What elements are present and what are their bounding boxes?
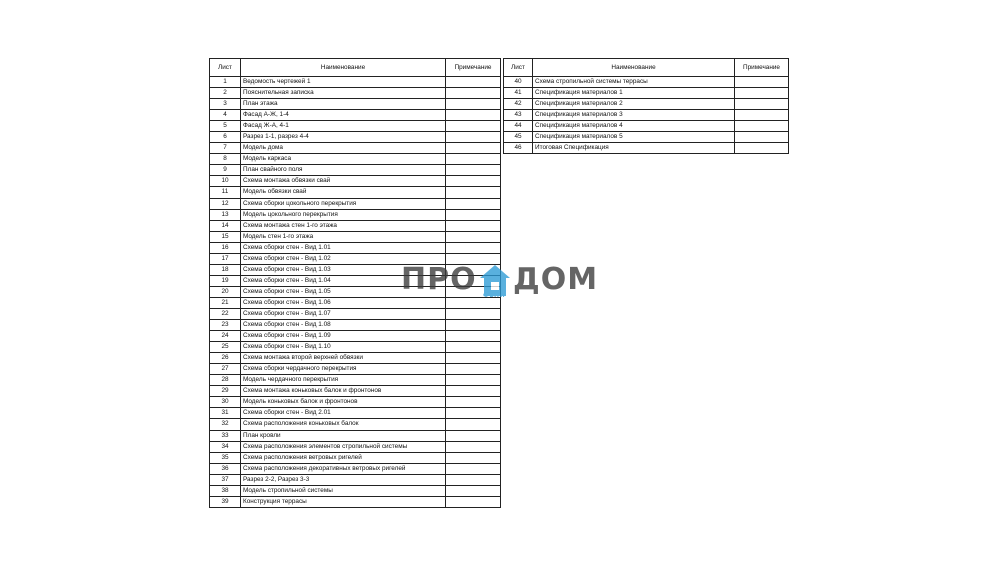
sheet-name-cell: Схема сборки стен - Вид 1.01 — [241, 242, 446, 253]
sheet-note-cell — [735, 110, 789, 121]
sheet-number-cell: 40 — [504, 77, 533, 88]
sheet-name-cell: Модель стропильной системы — [241, 485, 446, 496]
sheet-note-cell — [735, 77, 789, 88]
sheet-note-cell — [446, 308, 501, 319]
table-row — [210, 386, 501, 397]
sheet-name-cell: Конструкция террасы — [241, 496, 446, 507]
table-row — [210, 88, 501, 99]
sheet-note-cell — [446, 176, 501, 187]
sheet-note-cell — [446, 165, 501, 176]
header-sheet: Лист — [504, 59, 533, 77]
sheet-note-cell — [735, 143, 789, 154]
table-row — [210, 430, 501, 441]
sheet-note-cell — [446, 187, 501, 198]
header-sheet: Лист — [210, 59, 241, 77]
sheet-name-cell: Модель дома — [241, 143, 446, 154]
sheet-note-cell — [446, 397, 501, 408]
table-row — [210, 463, 501, 474]
sheet-name-cell: Модель цокольного перекрытия — [241, 209, 446, 220]
header-name: Наименование — [533, 59, 735, 77]
sheet-name-cell: Модель обвязки свай — [241, 187, 446, 198]
table-row — [504, 99, 789, 110]
watermark-text-left: ПРО — [401, 262, 477, 297]
table-row — [210, 242, 501, 253]
sheet-name-cell: Схема монтажа обвязки свай — [241, 176, 446, 187]
table-row — [504, 143, 789, 154]
sheet-note-cell — [446, 331, 501, 342]
sheet-name-cell: Схема сборки стен - Вид 1.05 — [241, 286, 446, 297]
sheet-note-cell — [446, 452, 501, 463]
sheet-note-cell — [735, 99, 789, 110]
table-row — [504, 88, 789, 99]
table-row — [210, 132, 501, 143]
sheet-note-cell — [446, 485, 501, 496]
watermark-text-right: ДОМ — [513, 262, 599, 297]
sheet-number-cell: 41 — [504, 88, 533, 99]
sheet-number-cell: 25 — [210, 342, 241, 353]
sheet-name-cell: Схема сборки стен - Вид 1.07 — [241, 308, 446, 319]
sheet-number-cell: 17 — [210, 253, 241, 264]
sheet-number-cell: 46 — [504, 143, 533, 154]
sheet-name-cell: Спецификация материалов 3 — [533, 110, 735, 121]
sheet-name-cell: Итоговая Спецификация — [533, 143, 735, 154]
table-header-row — [210, 59, 501, 77]
table-row — [210, 331, 501, 342]
table-row — [210, 419, 501, 430]
sheet-name-cell: Схема сборки стен - Вид 1.04 — [241, 275, 446, 286]
table-row — [504, 132, 789, 143]
sheet-number-cell: 8 — [210, 154, 241, 165]
table-header-row — [504, 59, 789, 77]
sheet-name-cell: Схема сборки стен - Вид 1.08 — [241, 320, 446, 331]
sheet-number-cell: 36 — [210, 463, 241, 474]
sheet-name-cell: Разрез 2-2, Разрез 3-3 — [241, 474, 446, 485]
sheet-number-cell: 6 — [210, 132, 241, 143]
sheet-number-cell: 34 — [210, 441, 241, 452]
sheet-name-cell: Пояснительная записка — [241, 88, 446, 99]
sheet-number-cell: 43 — [504, 110, 533, 121]
sheet-note-cell — [446, 342, 501, 353]
sheet-number-cell: 35 — [210, 452, 241, 463]
sheet-note-cell — [735, 121, 789, 132]
sheet-number-cell: 20 — [210, 286, 241, 297]
sheet-name-cell: Схема сборки стен - Вид 2.01 — [241, 408, 446, 419]
sheet-note-cell — [735, 132, 789, 143]
watermark-logo — [400, 262, 600, 302]
table-row — [210, 375, 501, 386]
sheet-name-cell: План свайного поля — [241, 165, 446, 176]
sheet-note-cell — [446, 77, 501, 88]
table-row — [210, 220, 501, 231]
sheet-number-cell: 12 — [210, 198, 241, 209]
sheet-number-cell: 19 — [210, 275, 241, 286]
sheet-name-cell: Схема расположения декоративных ветровых ригелей — [241, 463, 446, 474]
sheet-number-cell: 30 — [210, 397, 241, 408]
sheet-name-cell: Разрез 1-1, разрез 4-4 — [241, 132, 446, 143]
sheet-number-cell: 29 — [210, 386, 241, 397]
sheet-note-cell — [446, 132, 501, 143]
sheet-name-cell: Схема сборки стен - Вид 1.09 — [241, 331, 446, 342]
sheet-number-cell: 16 — [210, 242, 241, 253]
table-row — [210, 353, 501, 364]
sheet-number-cell: 27 — [210, 364, 241, 375]
sheet-number-cell: 39 — [210, 496, 241, 507]
table-row — [210, 121, 501, 132]
sheet-number-cell: 15 — [210, 231, 241, 242]
sheet-note-cell — [446, 242, 501, 253]
table-row — [210, 77, 501, 88]
sheet-note-cell — [446, 209, 501, 220]
table-row — [210, 187, 501, 198]
sheet-note-cell — [446, 99, 501, 110]
sheet-note-cell — [446, 110, 501, 121]
sheet-name-cell: Схема расположения элементов стропильной системы — [241, 441, 446, 452]
sheet-note-cell — [446, 320, 501, 331]
sheet-number-cell: 22 — [210, 308, 241, 319]
sheet-number-cell: 9 — [210, 165, 241, 176]
sheet-note-cell — [446, 474, 501, 485]
sheet-number-cell: 14 — [210, 220, 241, 231]
table-row — [210, 176, 501, 187]
sheet-number-cell: 38 — [210, 485, 241, 496]
sheet-number-cell: 5 — [210, 121, 241, 132]
table-row — [210, 474, 501, 485]
header-note: Примечание — [735, 59, 789, 77]
table-row — [210, 397, 501, 408]
table-row — [210, 165, 501, 176]
sheet-number-cell: 42 — [504, 99, 533, 110]
sheet-name-cell: Спецификация материалов 4 — [533, 121, 735, 132]
sheet-name-cell: Фасад А-Ж, 1-4 — [241, 110, 446, 121]
table-row — [210, 99, 501, 110]
table-row — [210, 308, 501, 319]
sheet-name-cell: Схема расположения коньковых балок — [241, 419, 446, 430]
sheet-note-cell — [446, 353, 501, 364]
sheet-name-cell: Спецификация материалов 5 — [533, 132, 735, 143]
sheet-name-cell: Схема сборки стен - Вид 1.06 — [241, 297, 446, 308]
sheet-name-cell: Схема сборки чердачного перекрытия — [241, 364, 446, 375]
sheet-number-cell: 1 — [210, 77, 241, 88]
header-note: Примечание — [446, 59, 501, 77]
table-row — [210, 231, 501, 242]
table-row — [210, 452, 501, 463]
sheet-number-cell: 21 — [210, 297, 241, 308]
sheet-note-cell — [446, 430, 501, 441]
sheet-name-cell: Схема сборки цокольного перекрытия — [241, 198, 446, 209]
sheet-name-cell: Схема монтажа второй верхней обвязки — [241, 353, 446, 364]
sheet-name-cell: Спецификация материалов 1 — [533, 88, 735, 99]
table-row — [210, 209, 501, 220]
sheet-number-cell: 18 — [210, 264, 241, 275]
sheet-note-cell — [446, 441, 501, 452]
table-row — [210, 408, 501, 419]
sheet-number-cell: 31 — [210, 408, 241, 419]
sheet-note-cell — [446, 220, 501, 231]
sheet-name-cell: Ведомость чертежей 1 — [241, 77, 446, 88]
sheet-note-cell — [446, 463, 501, 474]
sheet-number-cell: 23 — [210, 320, 241, 331]
sheet-number-cell: 26 — [210, 353, 241, 364]
sheet-name-cell: Схема расположения ветровых ригелей — [241, 452, 446, 463]
sheet-note-cell — [446, 154, 501, 165]
table-row — [210, 154, 501, 165]
sheet-number-cell: 7 — [210, 143, 241, 154]
sheet-note-cell — [446, 231, 501, 242]
table-row — [210, 342, 501, 353]
sheet-note-cell — [446, 419, 501, 430]
sheet-name-cell: Спецификация материалов 2 — [533, 99, 735, 110]
drawings-list-table-right — [503, 58, 789, 154]
sheet-name-cell: Схема сборки стен - Вид 1.03 — [241, 264, 446, 275]
sheet-number-cell: 24 — [210, 331, 241, 342]
header-name: Наименование — [241, 59, 446, 77]
table-row — [504, 77, 789, 88]
sheet-note-cell — [446, 198, 501, 209]
table-row — [210, 143, 501, 154]
sheet-note-cell — [446, 386, 501, 397]
sheet-note-cell — [446, 121, 501, 132]
table-row — [504, 110, 789, 121]
table-body-right — [504, 77, 789, 154]
sheet-note-cell — [446, 408, 501, 419]
sheet-number-cell: 2 — [210, 88, 241, 99]
sheet-name-cell: Схема монтажа стен 1-го этажа — [241, 220, 446, 231]
sheet-name-cell: Модель коньковых балок и фронтонов — [241, 397, 446, 408]
table-row — [210, 441, 501, 452]
sheet-number-cell: 33 — [210, 430, 241, 441]
watermark-subtext: ФЕНИ — [483, 292, 506, 299]
sheet-number-cell: 37 — [210, 474, 241, 485]
table-row — [210, 364, 501, 375]
sheet-name-cell: Схема стропильной системы террасы — [533, 77, 735, 88]
sheet-note-cell — [446, 375, 501, 386]
sheet-number-cell: 45 — [504, 132, 533, 143]
sheet-name-cell: Схема монтажа коньковых балок и фронтонов — [241, 386, 446, 397]
sheet-name-cell: План кровли — [241, 430, 446, 441]
sheet-number-cell: 28 — [210, 375, 241, 386]
sheet-number-cell: 13 — [210, 209, 241, 220]
table-row — [210, 496, 501, 507]
sheet-number-cell: 10 — [210, 176, 241, 187]
sheet-name-cell: Схема сборки стен - Вид 1.02 — [241, 253, 446, 264]
sheet-name-cell: План этажа — [241, 99, 446, 110]
table-row — [210, 320, 501, 331]
sheet-note-cell — [446, 496, 501, 507]
sheet-name-cell: Схема сборки стен - Вид 1.10 — [241, 342, 446, 353]
sheet-number-cell: 11 — [210, 187, 241, 198]
sheet-note-cell — [446, 364, 501, 375]
sheet-name-cell: Модель стен 1-го этажа — [241, 231, 446, 242]
table-row — [504, 121, 789, 132]
sheet-number-cell: 3 — [210, 99, 241, 110]
table-row — [210, 110, 501, 121]
table-row — [210, 198, 501, 209]
sheet-name-cell: Фасад Ж-А, 4-1 — [241, 121, 446, 132]
sheet-number-cell: 4 — [210, 110, 241, 121]
table-row — [210, 485, 501, 496]
sheet-name-cell: Модель чердачного перекрытия — [241, 375, 446, 386]
sheet-note-cell — [446, 88, 501, 99]
sheet-number-cell: 32 — [210, 419, 241, 430]
sheet-number-cell: 44 — [504, 121, 533, 132]
sheet-note-cell — [735, 88, 789, 99]
sheet-name-cell: Модель каркаса — [241, 154, 446, 165]
sheet-note-cell — [446, 143, 501, 154]
